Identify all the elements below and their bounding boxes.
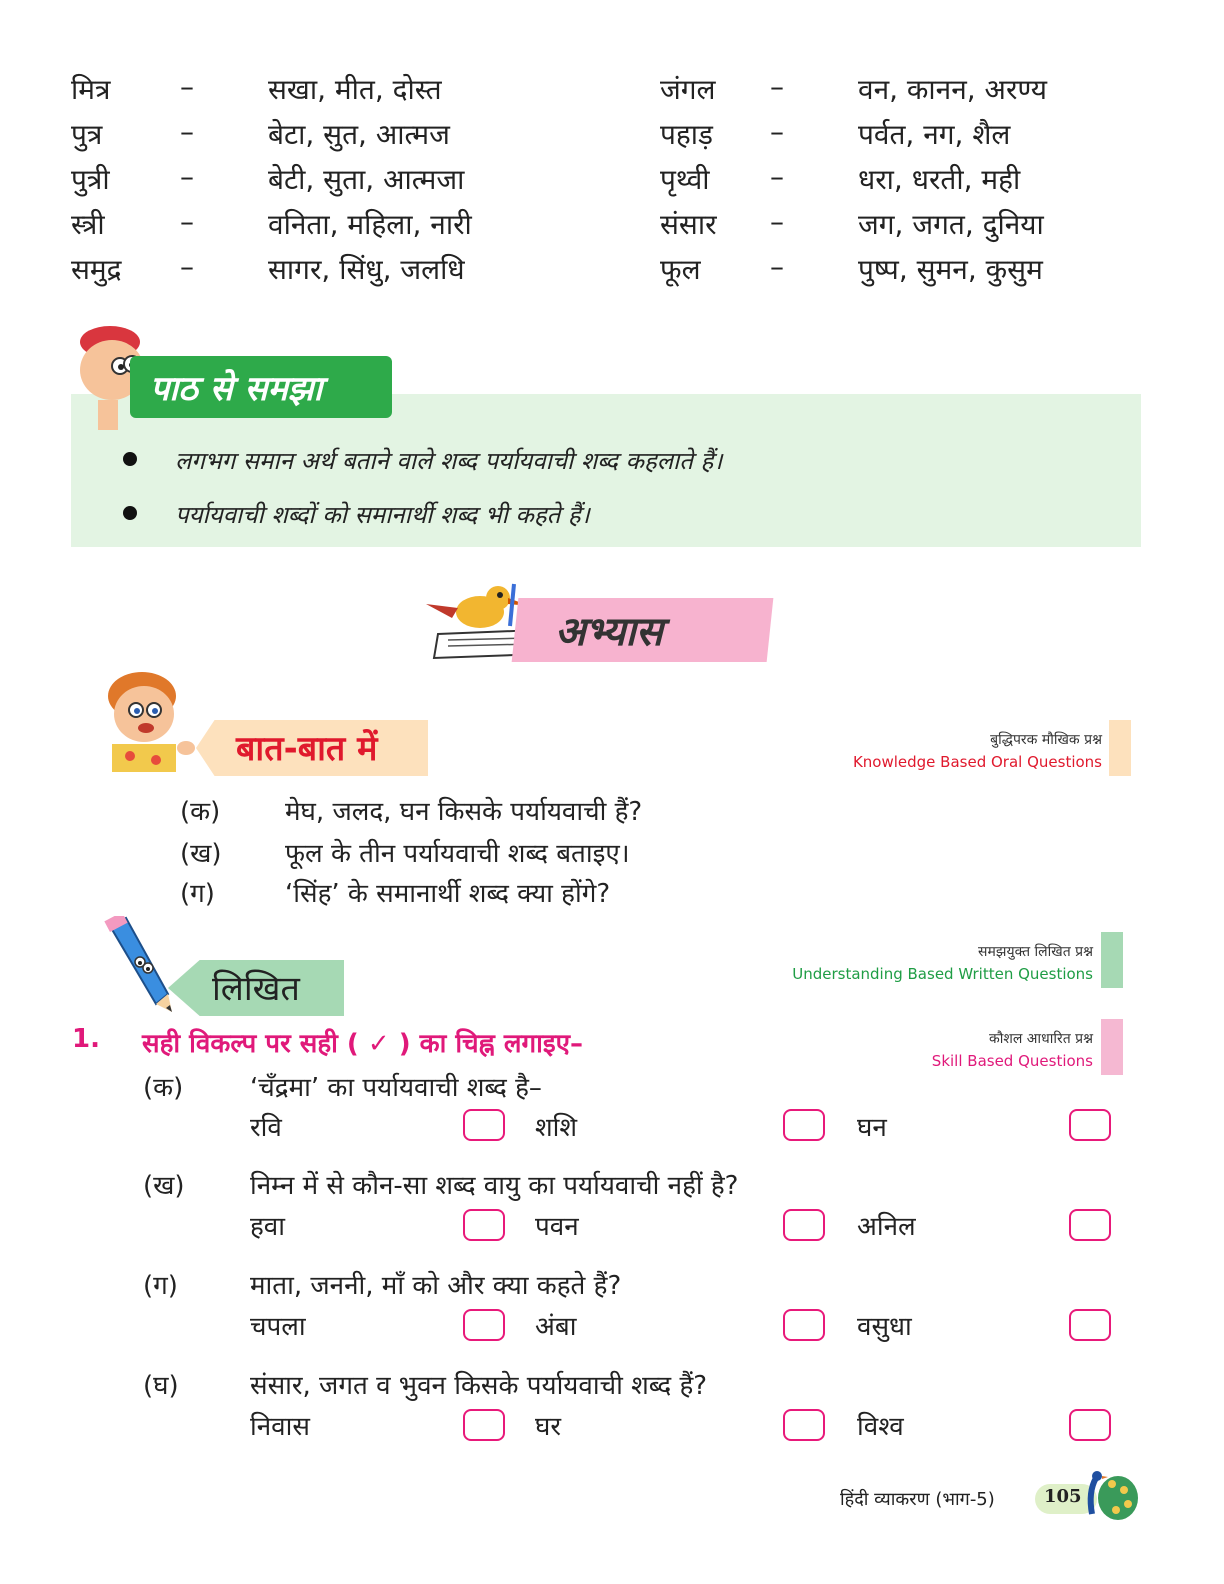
- answer-checkbox[interactable]: [1069, 1209, 1111, 1241]
- syn-right-word-2: पहाड़: [660, 118, 714, 151]
- mcq-question-label: (क): [143, 1073, 184, 1103]
- answer-checkbox[interactable]: [463, 1409, 505, 1441]
- syn-left-word-3: पुत्री: [71, 163, 110, 196]
- answer-checkbox[interactable]: [783, 1409, 825, 1441]
- oral-question-label: (क): [180, 797, 221, 827]
- oral-question-text: ‘सिंह’ के समानार्थी शब्द क्या होंगे?: [285, 879, 611, 909]
- answer-checkbox[interactable]: [783, 1209, 825, 1241]
- mcq-question-text: माता, जननी, माँ को और क्या कहते हैं?: [250, 1271, 622, 1301]
- written-label-bar: [1101, 932, 1123, 988]
- mcq-question-label: (ग): [143, 1271, 178, 1301]
- mcq-option: विश्व: [857, 1412, 904, 1442]
- pencil-mascot-icon: [96, 916, 176, 1012]
- syn-left-list-2: बेटा, सुत, आत्मज: [268, 118, 450, 151]
- oral-label-hindi: बुद्धिपरक मौखिक प्रश्न: [990, 732, 1102, 748]
- syn-dash: –: [180, 70, 194, 103]
- samjha-title-tag: [130, 356, 392, 418]
- syn-left-word-2: पुत्र: [71, 118, 103, 151]
- syn-dash: –: [770, 115, 784, 148]
- oral-question-text: मेघ, जलद, घन किसके पर्यायवाची हैं?: [285, 797, 643, 827]
- book-title: हिंदी व्याकरण (भाग-5): [840, 1489, 995, 1510]
- skill-label-bar: [1101, 1019, 1123, 1075]
- syn-dash: –: [180, 160, 194, 193]
- mcq-option: चपला: [250, 1312, 306, 1342]
- syn-left-list-1: सखा, मीत, दोस्त: [268, 73, 442, 106]
- samjha-title: पाठ से समझा: [150, 369, 323, 409]
- mcq-option: पवन: [535, 1212, 579, 1242]
- answer-checkbox[interactable]: [783, 1109, 825, 1141]
- mcq-question-text: ‘चँद्रमा’ का पर्यायवाची शब्द है–: [250, 1073, 542, 1103]
- mcq-option: अंबा: [535, 1312, 577, 1342]
- syn-left-word-1: मित्र: [71, 73, 111, 106]
- syn-right-list-3: धरा, धरती, मही: [858, 163, 1021, 196]
- syn-right-word-3: पृथ्वी: [660, 163, 710, 196]
- syn-dash: –: [770, 70, 784, 103]
- syn-dash: –: [770, 160, 784, 193]
- likhit-title: लिखित: [212, 969, 300, 1009]
- syn-right-list-5: पुष्प, सुमन, कुसुम: [858, 253, 1043, 286]
- syn-left-list-5: सागर, सिंधु, जलधि: [268, 253, 465, 286]
- mcq-question-text: संसार, जगत व भुवन किसके पर्यायवाची शब्द हैं?: [250, 1371, 708, 1401]
- mcq-question-text: निम्न में से कौन-सा शब्द वायु का पर्यायवाची नहीं है?: [250, 1171, 739, 1201]
- answer-checkbox[interactable]: [463, 1309, 505, 1341]
- syn-right-word-4: संसार: [660, 208, 717, 241]
- syn-dash: –: [770, 250, 784, 283]
- mcq-option: हवा: [250, 1212, 285, 1242]
- mcq-heading: सही विकल्प पर सही ( ✓ ) का चिह्न लगाइए–: [142, 1029, 583, 1059]
- written-label-hindi: समझयुक्त लिखित प्रश्न: [978, 944, 1093, 960]
- samjha-point-1: लगभग समान अर्थ बताने वाले शब्द पर्यायवाची शब्द कहलाते हैं।: [175, 447, 723, 475]
- syn-right-list-1: वन, कानन, अरण्य: [858, 73, 1047, 106]
- mcq-option: शशि: [535, 1113, 578, 1143]
- peacock-icon: [1078, 1466, 1140, 1524]
- syn-dash: –: [180, 250, 194, 283]
- baat-title: बात-बात में: [236, 729, 378, 769]
- syn-left-word-5: समुद्र: [71, 253, 122, 286]
- mcq-option: अनिल: [857, 1212, 916, 1242]
- syn-right-list-4: जग, जगत, दुनिया: [858, 208, 1044, 241]
- mcq-number: 1.: [72, 1024, 100, 1054]
- syn-dash: –: [180, 205, 194, 238]
- syn-left-list-4: वनिता, महिला, नारी: [268, 208, 472, 241]
- oral-question-label: (ग): [180, 879, 215, 909]
- mcq-option: निवास: [250, 1412, 310, 1442]
- bullet-icon: [123, 452, 137, 466]
- answer-checkbox[interactable]: [463, 1109, 505, 1141]
- mcq-question-label: (ख): [143, 1171, 185, 1201]
- abhyas-title: अभ्यास: [555, 609, 663, 655]
- syn-right-word-5: फूल: [660, 253, 701, 286]
- answer-checkbox[interactable]: [463, 1209, 505, 1241]
- answer-checkbox[interactable]: [1069, 1409, 1111, 1441]
- bullet-icon: [123, 506, 137, 520]
- page-number: 105: [1044, 1486, 1082, 1507]
- syn-dash: –: [770, 205, 784, 238]
- written-label-english: Understanding Based Written Questions: [792, 965, 1093, 983]
- oral-label-bar: [1109, 720, 1131, 776]
- mcq-option: घर: [535, 1412, 562, 1442]
- skill-label-hindi: कौशल आधारित प्रश्न: [988, 1031, 1093, 1047]
- oral-question-text: फूल के तीन पर्यायवाची शब्द बताइए।: [285, 839, 630, 869]
- waving-boy-icon: [100, 668, 200, 772]
- mcq-option: वसुधा: [857, 1312, 912, 1342]
- mcq-question-label: (घ): [143, 1371, 179, 1401]
- syn-dash: –: [180, 115, 194, 148]
- answer-checkbox[interactable]: [783, 1309, 825, 1341]
- syn-left-list-3: बेटी, सुता, आत्मजा: [268, 163, 465, 196]
- syn-right-list-2: पर्वत, नग, शैल: [858, 118, 1011, 151]
- skill-label-english: Skill Based Questions: [931, 1052, 1093, 1070]
- mcq-option: घन: [857, 1113, 887, 1143]
- oral-question-label: (ख): [180, 839, 222, 869]
- mcq-option: रवि: [250, 1113, 282, 1143]
- oral-label-english: Knowledge Based Oral Questions: [852, 753, 1102, 771]
- syn-right-word-1: जंगल: [660, 73, 716, 106]
- syn-left-word-4: स्त्री: [71, 208, 105, 241]
- samjha-point-2: पर्यायवाची शब्दों को समानार्थी शब्द भी कहते हैं।: [175, 501, 590, 529]
- answer-checkbox[interactable]: [1069, 1309, 1111, 1341]
- answer-checkbox[interactable]: [1069, 1109, 1111, 1141]
